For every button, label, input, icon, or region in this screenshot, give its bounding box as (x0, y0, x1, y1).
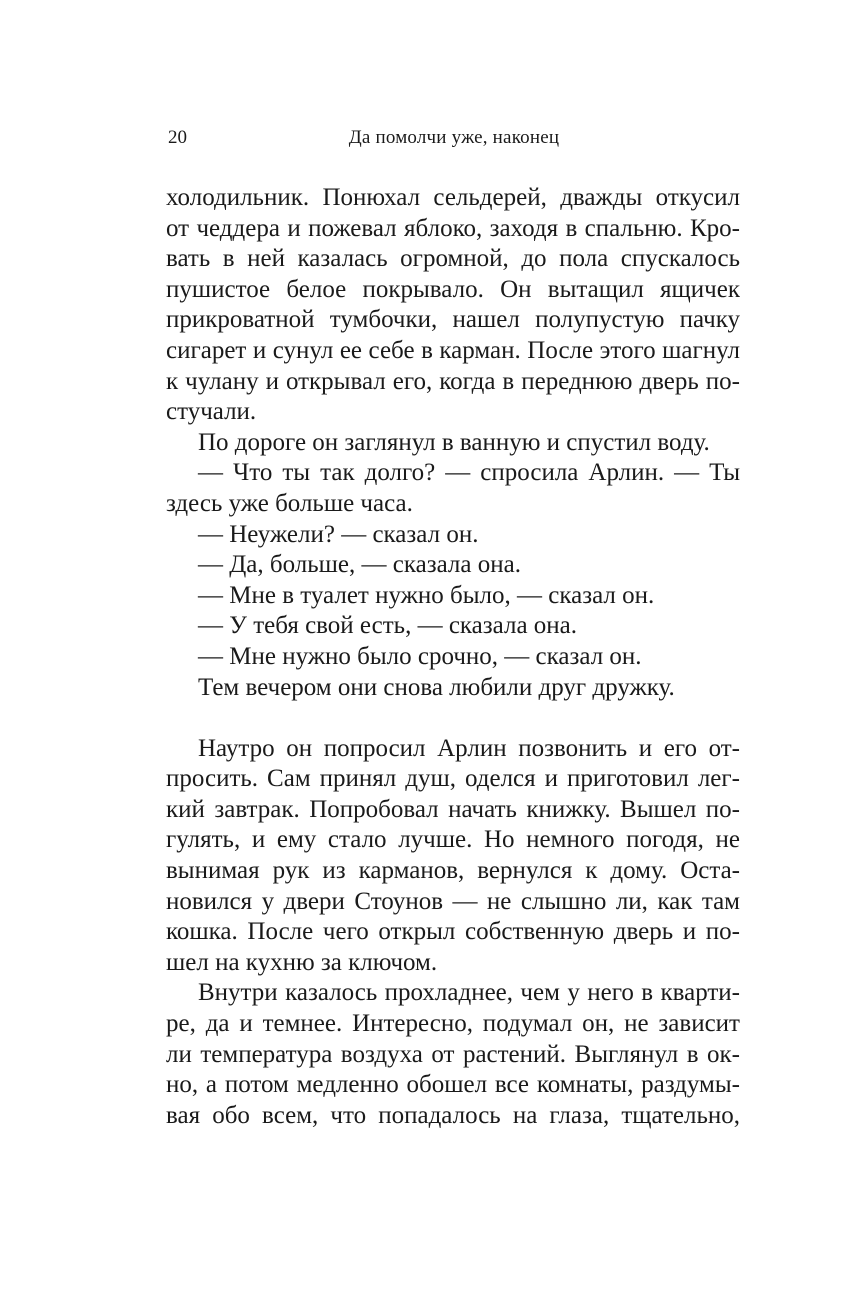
text-line: холодильник. Понюхал сельдерей, дважды откусил (166, 184, 740, 211)
text-line: просить. Сам принял душ, оделся и приготовил лег- (166, 765, 740, 793)
text-line: Тем вечером они снова любили друг дружку. (198, 673, 675, 701)
text-line: но, а потом медленно обошел все комнаты, раздумы- (166, 1071, 740, 1099)
text-line: новился у двери Стоунов — не слышно ли, как там (166, 887, 740, 915)
text-line: от чеддера и пожевал яблоко, заходя в спальню. Кро- (166, 214, 740, 242)
running-title: Да помолчи уже, наконец (348, 127, 560, 148)
text-line: вая обо всем, что попадалось на глаза, тщательно, (166, 1101, 740, 1129)
text-line: кошка. После чего открыл собственную дверь и по- (166, 918, 740, 946)
text-line: стучали. (166, 398, 257, 426)
text-line: ли температура воздуха от растений. Выглянул в ок- (166, 1040, 740, 1068)
dialogue-line: — У тебя свой есть, — сказала она. (198, 612, 578, 640)
text-line: вать в ней казалась огромной, до пола спускалось (166, 245, 740, 273)
page-number: 20 (168, 127, 187, 148)
body-text (166, 183, 740, 1131)
text-line: шел на кухню за ключом. (166, 948, 438, 976)
text-line: сигарет и сунул ее себе в карман. После этого шагнул (166, 336, 740, 364)
text-line: пушистое белое покрывало. Он вытащил ящичек (166, 275, 740, 303)
text-line: прикроватной тумбочки, нашел полупустую пачку (166, 306, 740, 334)
text-line: По дороге он заглянул в ванную и спустил воду. (198, 428, 710, 456)
text-line: вынимая рук из карманов, вернулся к дому. Оста- (166, 857, 740, 885)
text-line: ре, да и темнее. Интересно, подумал он, не зависит (166, 1010, 740, 1038)
section-break (166, 703, 740, 734)
dialogue-line: — Да, больше, — сказала она. (198, 551, 521, 579)
dialogue-line: — Что ты так долго? — спросила Арлин. — Ты (198, 459, 740, 487)
page-header (168, 126, 740, 150)
dialogue-line: — Мне в туалет нужно было, — сказал он. (198, 581, 655, 609)
text-line: здесь уже больше часа. (166, 489, 413, 517)
dialogue-line: — Мне нужно было срочно, — сказал он. (198, 642, 642, 670)
text-line: гулять, и ему стало лучше. Но немного погодя, не (166, 826, 740, 854)
text-line: к чулану и открывал его, когда в переднюю дверь по- (166, 367, 740, 395)
text-line: Внутри казалось прохладнее, чем у него в кварти- (198, 979, 740, 1007)
dialogue-line: — Неужели? — сказал он. (198, 520, 479, 548)
text-line: кий завтрак. Попробовал начать книжку. Вышел по- (166, 795, 740, 823)
text-line: Наутро он попросил Арлин позвонить и его от- (198, 734, 740, 762)
